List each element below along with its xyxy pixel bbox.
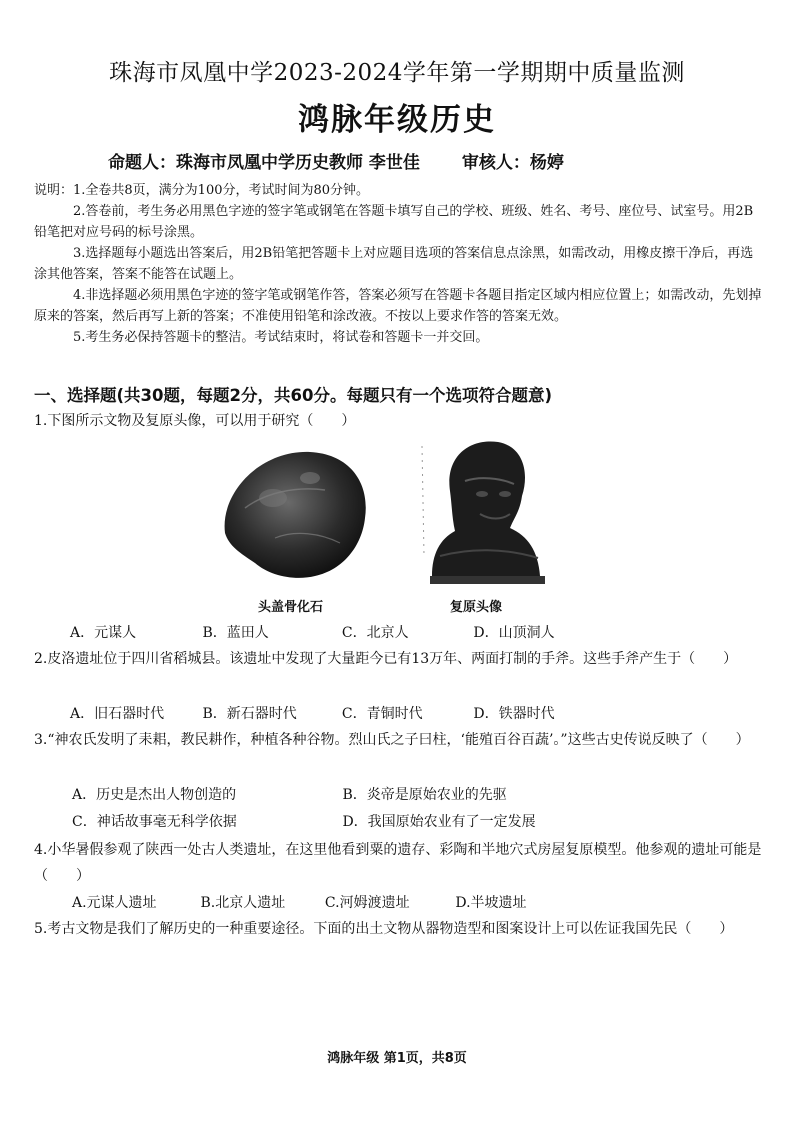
q2-option-a[interactable]: A．旧石器时代 xyxy=(70,706,165,722)
school-exam-title: 珠海市凤凰中学2023-2024学年第一学期期中质量监测 xyxy=(109,60,685,86)
q3-option-d[interactable]: D．我国原始农业有了一定发展 xyxy=(342,814,536,830)
q3-option-c[interactable]: C．神话故事毫无科学依据 xyxy=(72,814,237,830)
question-3 xyxy=(34,727,766,753)
q3-option-a[interactable]: A．历史是杰出人物创造的 xyxy=(72,787,237,803)
q1-option-c[interactable]: C．北京人 xyxy=(341,625,409,641)
question-2-options xyxy=(70,703,555,723)
question-3-options-row2 xyxy=(72,811,536,831)
page-footer: 鸿脉年级 第1页，共8页 xyxy=(327,1051,467,1066)
q2-option-b[interactable]: B．新石器时代 xyxy=(202,706,297,722)
question-2-stem: 2.皮洛遗址位于四川省稻城县。该遗址中发现了大量距今已有13万年、两面打制的手斧。这些手斧产生于（ ） xyxy=(34,651,738,667)
instructions xyxy=(34,180,764,348)
subject-title: 鸿脉年级历史 xyxy=(298,102,496,138)
caption-head: 复原头像 xyxy=(450,600,503,615)
q4-option-a[interactable]: A.元谋人遗址 xyxy=(72,895,157,911)
question-1 xyxy=(34,408,766,434)
reviewer: 审核人：杨婷 xyxy=(461,153,564,173)
question-1-options xyxy=(70,622,555,642)
q1-option-a[interactable]: A．元谋人 xyxy=(70,625,137,641)
instruction-1: 说明：1.全卷共8页，满分为100分，考试时间为80分钟。 xyxy=(34,183,370,198)
instruction-3: 3.选择题每小题选出答案后，用2B铅笔把答题卡上对应题目选项的答案信息点涂黑，如需改动，用橡皮擦干净后，再选涂其他答案，答案不能答在试题上。 xyxy=(34,246,754,282)
instruction-2: 2.答卷前，考生务必用黑色字迹的签字笔或钢笔在答题卡填写自己的学校、班级、姓名、考号、座位号、试室号。用2B铅笔把对应号码的标号涂黑。 xyxy=(34,204,754,240)
skull-fossil-image xyxy=(215,438,375,588)
author-line xyxy=(108,148,564,173)
question-1-stem: 1.下图所示文物及复原头像，可以用于研究（ ） xyxy=(34,413,356,429)
question-3-options-row1 xyxy=(72,784,507,804)
q3-option-b[interactable]: B．炎帝是原始农业的先驱 xyxy=(342,787,507,803)
question-5 xyxy=(34,916,766,942)
question-4-stem: 4.小华暑假参观了陕西一处古人类遗址，在这里他看到粟的遗存、彩陶和半地穴式房屋复原模型。他参观的遗址可能是 （ ） xyxy=(34,842,776,884)
q4-option-c[interactable]: C.河姆渡遗址 xyxy=(324,895,410,911)
question-5-stem: 5.考古文物是我们了解历史的一种重要途径。下面的出土文物从器物造型和图案设计上可以佐证我国先民（ ） xyxy=(34,921,734,937)
author: 命题人：珠海市凤凰中学历史教师 李世佳 xyxy=(108,153,420,173)
q4-option-d[interactable]: D.半坡遗址 xyxy=(455,895,527,911)
instruction-5: 5.考生务必保持答题卡的整洁。考试结束时，将试卷和答题卡一并交回。 xyxy=(73,330,489,345)
q4-option-b[interactable]: B.北京人遗址 xyxy=(200,895,286,911)
question-2 xyxy=(34,646,766,672)
q1-option-d[interactable]: D．山顶洞人 xyxy=(473,625,555,641)
q2-option-d[interactable]: D．铁器时代 xyxy=(473,706,555,722)
question-3-stem: 3.“神农氏发明了耒耜，教民耕作，种植各种谷物。烈山氏之子曰柱，‘能殖百谷百蔬’。”这些古史传说反映了（ ） xyxy=(34,732,750,748)
question-4 xyxy=(34,837,776,889)
section-title: 一、选择题(共30题，每题2分，共60分。每题只有一个选项符合题意) xyxy=(34,386,552,405)
q2-option-c[interactable]: C．青铜时代 xyxy=(341,706,423,722)
q1-option-b[interactable]: B．蓝田人 xyxy=(202,625,269,641)
restored-head-image xyxy=(410,436,550,586)
caption-skull: 头盖骨化石 xyxy=(258,600,324,615)
question-4-options xyxy=(72,892,527,912)
instruction-4: 4.非选择题必须用黑色字迹的签字笔或钢笔作答，答案必须写在答题卡各题目指定区域内相应位置上；如需改动，先划掉原来的答案，然后再写上新的答案；不准使用铅笔和涂改液。不按以上要求作答的答案无效。 xyxy=(34,288,762,324)
